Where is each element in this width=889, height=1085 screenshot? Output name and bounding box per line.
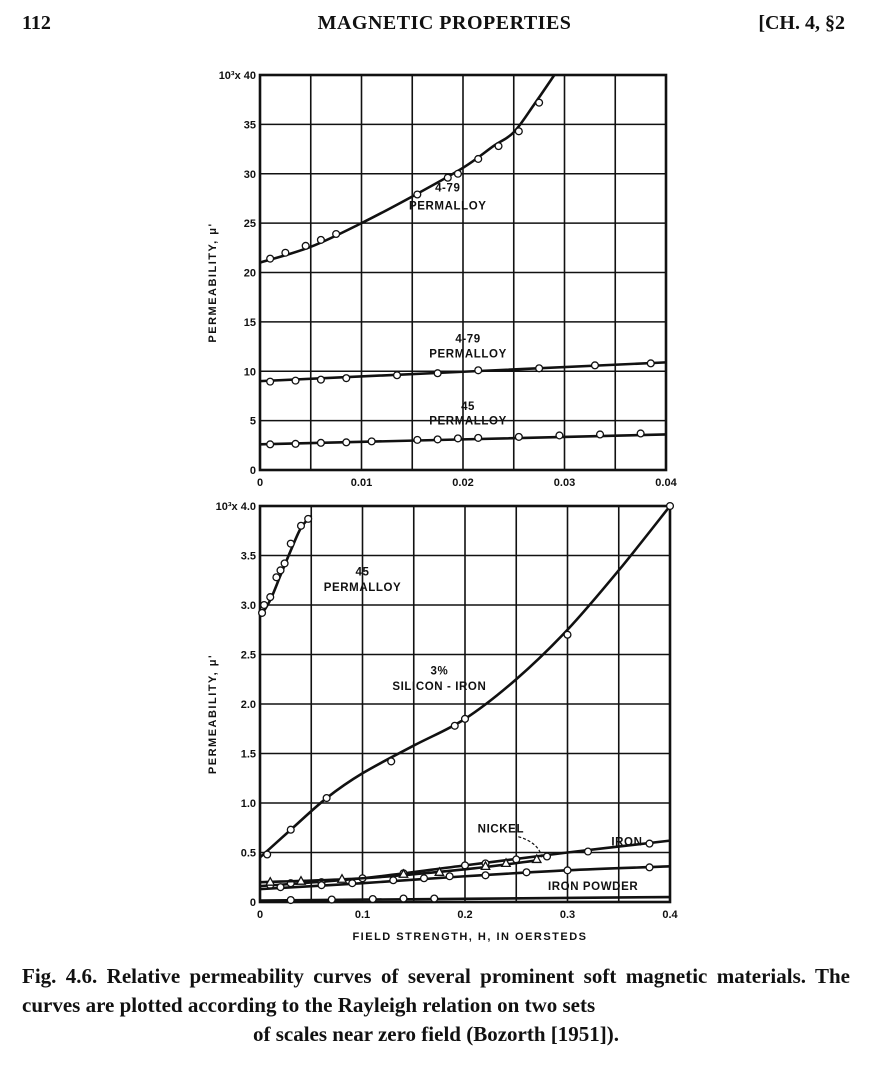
- y-tick-label: 35: [243, 119, 256, 132]
- x-tick-label: 0.03: [553, 477, 576, 489]
- x-tick-label: 0.3: [559, 909, 576, 921]
- series-bottom-2-point: [462, 862, 469, 869]
- x-tick-label: 0.01: [350, 477, 373, 489]
- series-bottom-0-point: [281, 560, 288, 567]
- curve-annotation: PERMALLOY: [429, 415, 507, 428]
- series-top-2-point: [267, 441, 274, 448]
- y-tick-label: 5: [249, 415, 256, 428]
- series-bottom-0-point: [287, 540, 294, 547]
- series-bottom-2-point: [544, 853, 551, 860]
- curve-annotation: PERMALLOY: [408, 200, 487, 213]
- x-tick-label: 0: [256, 477, 264, 489]
- chart-top: [207, 70, 678, 489]
- series-top-1-point: [343, 375, 350, 382]
- y-tick-label: 1.0: [240, 798, 256, 810]
- series-top-2-point: [556, 432, 563, 439]
- series-top-2-point: [343, 439, 350, 446]
- series-top-0-point: [302, 242, 309, 249]
- curve-annotation: NICKEL: [477, 823, 525, 836]
- series-bottom-1-point: [462, 715, 469, 722]
- series-bottom-1-point: [667, 503, 674, 510]
- series-top-2-point: [455, 435, 462, 442]
- curve-annotation: IRON: [611, 836, 643, 849]
- series-bottom-2-point: [585, 848, 592, 855]
- series-bottom-5-point: [318, 882, 325, 889]
- series-top-0-point: [495, 143, 502, 150]
- series-top-0-point: [414, 191, 421, 198]
- series-top-2-point: [597, 431, 604, 438]
- x-tick-label: 0.1: [354, 909, 371, 921]
- series-bottom-5-point: [646, 864, 653, 871]
- series-bottom-5-point: [390, 877, 397, 884]
- y-tick-label: 15: [243, 316, 256, 329]
- y-tick-label: 3.5: [240, 550, 256, 563]
- figure-caption: [22, 962, 850, 1049]
- y-tick-label: 1.5: [240, 748, 256, 761]
- series-top-1-point: [592, 362, 599, 369]
- series-top-0-point: [475, 156, 482, 163]
- curve-annotation: PERMALLOY: [429, 348, 507, 361]
- x-axis-label: FIELD STRENGTH, H, IN OERSTEDS: [352, 931, 588, 943]
- series-top-1-point: [267, 378, 274, 385]
- series-bottom-5-point: [277, 884, 284, 891]
- series-bottom-5-point: [446, 873, 453, 880]
- series-bottom-5-point: [349, 880, 356, 887]
- nickel-leader-line: [518, 837, 542, 858]
- chart-bottom: [207, 501, 679, 943]
- series-top-1-point: [475, 367, 482, 374]
- series-bottom-1-point: [388, 758, 395, 765]
- series-bottom-1-point: [451, 722, 458, 729]
- series-top-2-point: [434, 436, 441, 443]
- series-top-0-point: [282, 249, 289, 256]
- series-top-2-point: [475, 435, 482, 442]
- series-top-2-point: [515, 434, 522, 441]
- series-top-2-point: [292, 440, 299, 447]
- running-title: MAGNETIC PROPERTIES: [317, 12, 572, 34]
- series-top-1-point: [394, 372, 401, 379]
- caption-line-1: Fig. 4.6. Relative permeability curves of several prominent soft magnetic: [22, 964, 708, 988]
- y-tick-label: 10³x 40: [218, 70, 256, 82]
- series-bottom-4-point: [369, 896, 376, 903]
- x-tick-label: 0.2: [457, 909, 473, 921]
- y-tick-label: 10: [243, 366, 256, 379]
- series-bottom-4-point: [400, 895, 407, 902]
- series-top-0-line: [260, 75, 554, 263]
- series-bottom-5-point: [421, 875, 428, 882]
- series-bottom-4-line: [260, 897, 670, 900]
- series-bottom-0-point: [277, 567, 284, 574]
- series-bottom-5-point: [482, 872, 489, 879]
- y-tick-label: 0: [249, 897, 256, 909]
- series-top-2-point: [318, 439, 325, 446]
- series-bottom-0-point: [261, 602, 268, 609]
- curve-annotation: 45: [461, 400, 476, 413]
- series-bottom-4-point: [431, 895, 438, 902]
- curve-annotation: 4-79: [455, 333, 481, 346]
- y-tick-label: 10³x 4.0: [215, 501, 256, 513]
- series-bottom-5-point: [523, 869, 530, 876]
- series-top-1-point: [318, 376, 325, 383]
- series-top-0-point: [515, 128, 522, 135]
- y-tick-label: 20: [243, 267, 256, 280]
- series-bottom-4-point: [328, 896, 335, 903]
- series-bottom-2-point: [646, 840, 653, 847]
- curve-annotation: IRON POWDER: [547, 881, 639, 894]
- curve-annotation: 4-79: [435, 182, 461, 195]
- series-top-0-point: [267, 255, 274, 262]
- caption-line-3: of scales near zero field (Bozorth [1951]).: [252, 1022, 620, 1046]
- curve-annotation: SILICON - IRON: [392, 681, 487, 694]
- series-bottom-0-point: [298, 522, 305, 529]
- y-tick-label: 0: [249, 465, 256, 477]
- y-tick-label: 3.0: [240, 600, 256, 612]
- series-bottom-1-point: [264, 851, 271, 858]
- series-bottom-1-point: [323, 795, 330, 802]
- page-number: 112: [22, 12, 51, 34]
- series-bottom-1-point: [564, 631, 571, 638]
- series-top-1-point: [536, 365, 543, 372]
- y-axis-label: PERMEABILITY, μ': [207, 653, 219, 775]
- series-bottom-1-point: [287, 826, 294, 833]
- series-top-2-point: [368, 438, 375, 445]
- curve-annotation: 3%: [430, 665, 449, 678]
- curve-annotation: 45: [355, 566, 370, 579]
- series-bottom-0-point: [259, 610, 266, 617]
- y-axis-label: PERMEABILITY, μ': [207, 222, 219, 343]
- y-tick-label: 2.0: [240, 699, 256, 711]
- series-top-0-point: [536, 99, 543, 106]
- series-top-1-point: [434, 370, 441, 377]
- x-tick-label: 0.4: [662, 909, 678, 921]
- x-tick-label: 0: [256, 909, 264, 921]
- y-tick-label: 30: [243, 168, 256, 181]
- series-top-0-point: [318, 237, 325, 244]
- chapter-marker: [CH. 4, §2: [758, 12, 845, 34]
- series-bottom-0-point: [273, 574, 280, 581]
- caption-line-2: materials. The curves are plotted according to the Rayleigh relation on two sets: [22, 964, 850, 1017]
- x-tick-label: 0.04: [655, 477, 677, 489]
- series-bottom-0-point: [305, 515, 312, 522]
- series-top-1-point: [647, 360, 654, 367]
- series-bottom-5-point: [564, 867, 571, 874]
- y-tick-label: 2.5: [240, 649, 256, 662]
- series-top-2-point: [414, 436, 421, 443]
- series-top-2-point: [637, 430, 644, 437]
- y-tick-label: 0.5: [240, 847, 256, 860]
- curve-annotation: PERMALLOY: [323, 582, 402, 595]
- series-top-0-point: [444, 174, 451, 181]
- series-bottom-4-point: [287, 897, 294, 904]
- series-top-1-point: [292, 377, 299, 384]
- series-bottom-0-point: [267, 594, 274, 601]
- x-tick-label: 0.02: [452, 477, 474, 489]
- series-top-0-point: [455, 170, 462, 177]
- y-tick-label: 25: [243, 218, 256, 231]
- series-top-0-point: [333, 231, 340, 238]
